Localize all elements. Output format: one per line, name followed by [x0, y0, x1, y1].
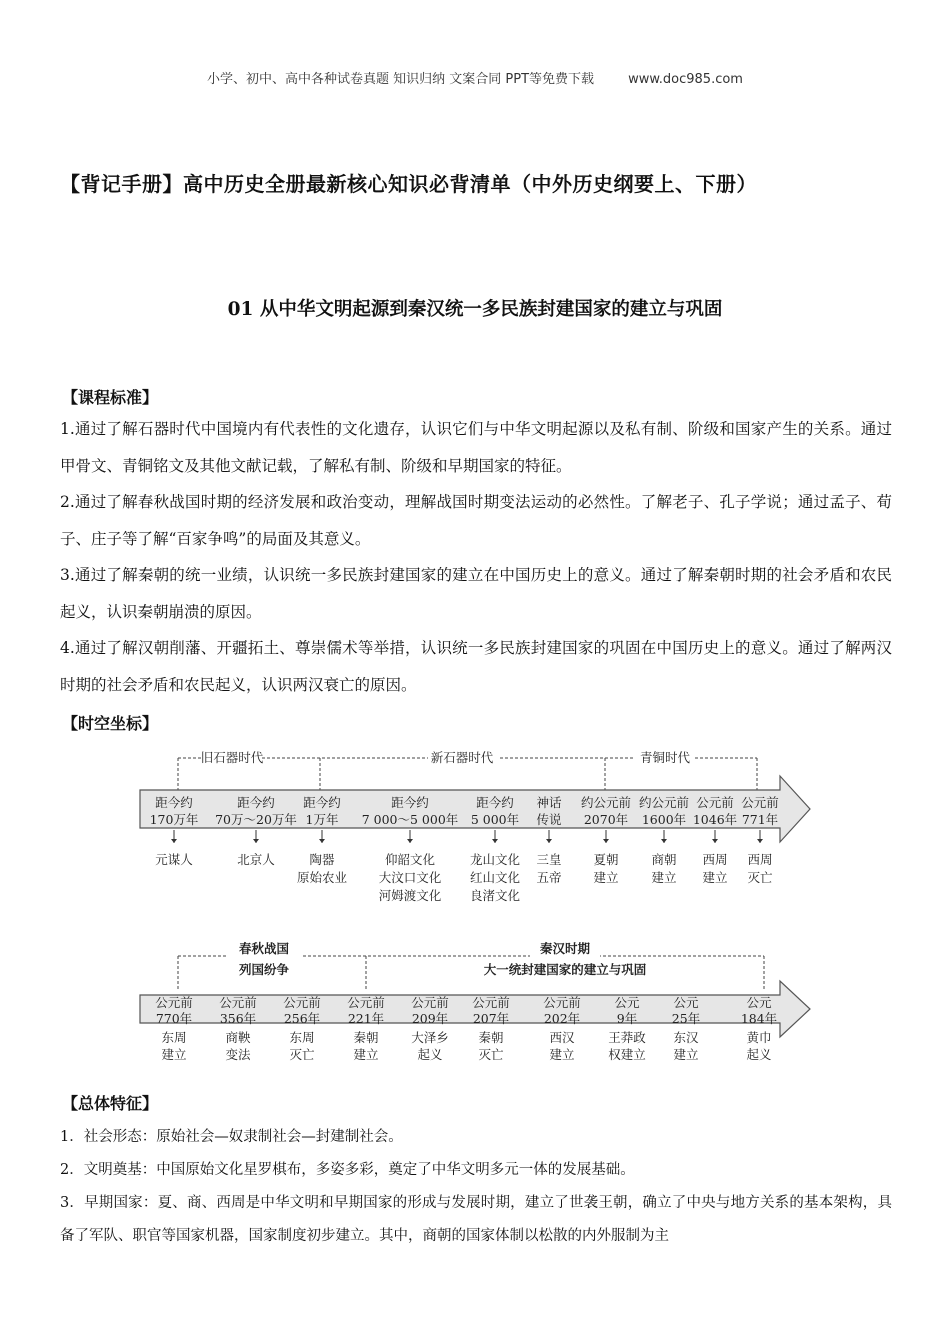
- timeline-event: 元谋人: [155, 852, 193, 867]
- timeline-date: 距今约: [391, 795, 429, 810]
- timeline-event: 建立: [161, 1047, 187, 1062]
- timeline-date: 771年: [741, 812, 779, 827]
- timeline-date: 5 000年: [470, 812, 520, 827]
- timeline-event: 红山文化: [469, 870, 521, 885]
- timeline-event: 夏朝: [593, 852, 619, 867]
- timeline-date: 距今约: [476, 795, 514, 810]
- timeline-date: 神话: [536, 795, 562, 810]
- timeline-date: 1600年: [641, 812, 687, 827]
- timeline-event: 灭亡: [478, 1047, 504, 1062]
- timeline-event: 起义: [417, 1047, 443, 1062]
- timeline-date: 公元前: [472, 995, 510, 1010]
- document-title: 【背记手册】高中历史全册最新核心知识必背清单（中外历史纲要上、下册）: [60, 172, 757, 196]
- timeline-event: 变法: [225, 1047, 251, 1062]
- feature-item: 3．早期国家：夏、商、西周是中华文明和早期国家的形成与发展时期，建立了世袭王朝，确立了中央与地方关系的基本架构，具备了军队、职官等国家机器，国家制度初步建立。其中，商朝的国家体制以松散的内外服制为主: [60, 1195, 892, 1244]
- course-standards-heading: 【课程标准】: [62, 388, 159, 407]
- timeline-date: 25年: [671, 1011, 701, 1026]
- event-pointer-head: [661, 839, 667, 843]
- timeline-date: 221年: [347, 1011, 385, 1026]
- timeline-date: 9年: [616, 1011, 638, 1026]
- timeline-date: 公元前: [347, 995, 385, 1010]
- timeline-date: 公元前: [155, 995, 193, 1010]
- timeline-event: 秦朝: [478, 1030, 504, 1045]
- timeline-event: 大汶口文化: [378, 870, 442, 885]
- course-standards-list: [60, 411, 892, 703]
- timeline-date: 184年: [740, 1011, 778, 1026]
- timeline-event: 商朝: [651, 852, 677, 867]
- timeline-event: 西周: [747, 852, 773, 867]
- timeline-event: 建立: [549, 1047, 575, 1062]
- timeline-date: 公元前: [696, 795, 734, 810]
- event-pointer-head: [712, 839, 718, 843]
- era-label: 旧石器时代: [200, 750, 264, 765]
- timeline-date: 170万年: [149, 812, 199, 827]
- feature-item: 1．社会形态：原始社会—奴隶制社会—封建制社会。: [60, 1129, 403, 1145]
- timeline-event: 五帝: [536, 870, 562, 885]
- timeline-date: 公元: [614, 995, 640, 1010]
- timeline-event: 建立: [702, 870, 728, 885]
- timeline-event: 原始农业: [296, 870, 348, 885]
- timeline-event: 权建立: [608, 1047, 646, 1062]
- feature-item: 2．文明奠基：中国原始文化星罗棋布，多姿多彩，奠定了中华文明多元一体的发展基础。: [60, 1162, 635, 1178]
- timeline-date: 770年: [155, 1011, 193, 1026]
- timeline-event: 东周: [161, 1030, 187, 1045]
- timeline-date: 公元前: [411, 995, 449, 1010]
- timeline-date: 公元前: [219, 995, 257, 1010]
- timeline-date: 209年: [411, 1011, 449, 1026]
- timeline-date: 70万～20万年: [215, 812, 297, 827]
- event-pointer-head: [603, 839, 609, 843]
- timeline-date: 1046年: [692, 812, 738, 827]
- standard-item: 1.通过了解石器时代中国境内有代表性的文化遗存，认识它们与中华文明起源以及私有制、阶级和国家产生的关系。通过甲骨文、青铜铭文及其他文献记载，了解私有制、阶级和早期国家的特征。: [60, 420, 892, 475]
- timeline-event: 良渚文化: [469, 888, 521, 903]
- timeline-event: 建立: [593, 870, 619, 885]
- timeline-date: 202年: [543, 1011, 581, 1026]
- timeline-event: 仰韶文化: [384, 852, 436, 867]
- sub-era-label: 大一统封建国家的建立与巩固: [483, 962, 647, 977]
- timeline-event: 三皇: [536, 852, 562, 867]
- timeline-heading: 【时空坐标】: [62, 714, 159, 733]
- timeline-date: 7 000～5 000年: [361, 812, 459, 827]
- event-pointer-head: [407, 839, 413, 843]
- timeline-event: 秦朝: [353, 1030, 379, 1045]
- timeline-date: 距今约: [237, 795, 275, 810]
- timeline-date: 256年: [283, 1011, 321, 1026]
- timeline-date: 1万年: [305, 812, 339, 827]
- timeline-event: 大泽乡: [411, 1030, 449, 1045]
- timeline-date: 传说: [536, 812, 562, 827]
- era-label: 春秋战国: [238, 941, 290, 956]
- features-list: [60, 1121, 892, 1253]
- timeline-event: 河姆渡文化: [378, 888, 442, 903]
- features-heading: 【总体特征】: [62, 1094, 159, 1113]
- timeline-event: 陶器: [309, 852, 335, 867]
- timeline-event: 龙山文化: [469, 852, 521, 867]
- event-pointer-head: [546, 839, 552, 843]
- event-pointer-head: [253, 839, 259, 843]
- header-text: 小学、初中、高中各种试卷真题 知识归纳 文案合同 PPT等免费下载: [207, 72, 595, 87]
- timeline-event: 灭亡: [747, 870, 773, 885]
- timeline-event: 东周: [289, 1030, 315, 1045]
- standard-item: 4.通过了解汉朝削藩、开疆拓土、尊崇儒术等举措，认识统一多民族封建国家的巩固在中国历史上的意义。通过了解两汉时期的社会矛盾和农民起义，认识两汉衰亡的原因。: [60, 639, 892, 694]
- timeline-date: 公元前: [283, 995, 321, 1010]
- event-pointer-head: [319, 839, 325, 843]
- era-label: 秦汉时期: [539, 941, 591, 956]
- timeline-date: 2070年: [583, 812, 629, 827]
- timeline-date: 公元: [673, 995, 699, 1010]
- timeline-event: 北京人: [237, 852, 275, 867]
- standard-item: 3.通过了解秦朝的统一业绩，认识统一多民族封建国家的建立在中国历史上的意义。通过了解秦朝时期的社会矛盾和农民起义，认识秦朝崩溃的原因。: [60, 566, 892, 621]
- timeline-qin-han: [130, 938, 820, 1073]
- timeline-date: 公元前: [741, 795, 779, 810]
- timeline-prehistory: [130, 740, 820, 915]
- timeline-date: 356年: [219, 1011, 257, 1026]
- timeline-date: 距今约: [303, 795, 341, 810]
- timeline-event: 建立: [353, 1047, 379, 1062]
- timeline-event: 建立: [673, 1047, 699, 1062]
- header-url[interactable]: www.doc985.com: [628, 72, 743, 87]
- chapter-title: 01 从中华文明起源到秦汉统一多民族封建国家的建立与巩固: [227, 299, 723, 320]
- timeline-event: 灭亡: [289, 1047, 315, 1062]
- timeline-date: 207年: [472, 1011, 510, 1026]
- timeline-event: 起义: [746, 1047, 772, 1062]
- event-pointer-head: [492, 839, 498, 843]
- timeline-event: 建立: [651, 870, 677, 885]
- sub-era-label: 列国纷争: [238, 962, 290, 977]
- era-label: 青铜时代: [639, 750, 691, 765]
- timeline-date: 约公元前: [638, 795, 690, 810]
- timeline-event: 西周: [702, 852, 728, 867]
- timeline-event: 王莽政: [608, 1030, 646, 1045]
- event-pointer-head: [757, 839, 763, 843]
- standard-item: 2.通过了解春秋战国时期的经济发展和政治变动，理解战国时期变法运动的必然性。了解老子、孔子学说；通过孟子、荀子、庄子等了解“百家争鸣”的局面及其意义。: [60, 493, 892, 548]
- timeline-date: 公元: [746, 995, 772, 1010]
- timeline-event: 商鞅: [225, 1030, 251, 1045]
- page-header: [0, 68, 950, 87]
- timeline-date: 距今约: [155, 795, 193, 810]
- timeline-event: 东汉: [673, 1030, 699, 1045]
- timeline-date: 公元前: [543, 995, 581, 1010]
- timeline-date: 约公元前: [580, 795, 632, 810]
- timeline-event: 黄巾: [746, 1030, 772, 1045]
- event-pointer-head: [171, 839, 177, 843]
- era-label: 新石器时代: [430, 750, 494, 765]
- timeline-event: 西汉: [549, 1030, 575, 1045]
